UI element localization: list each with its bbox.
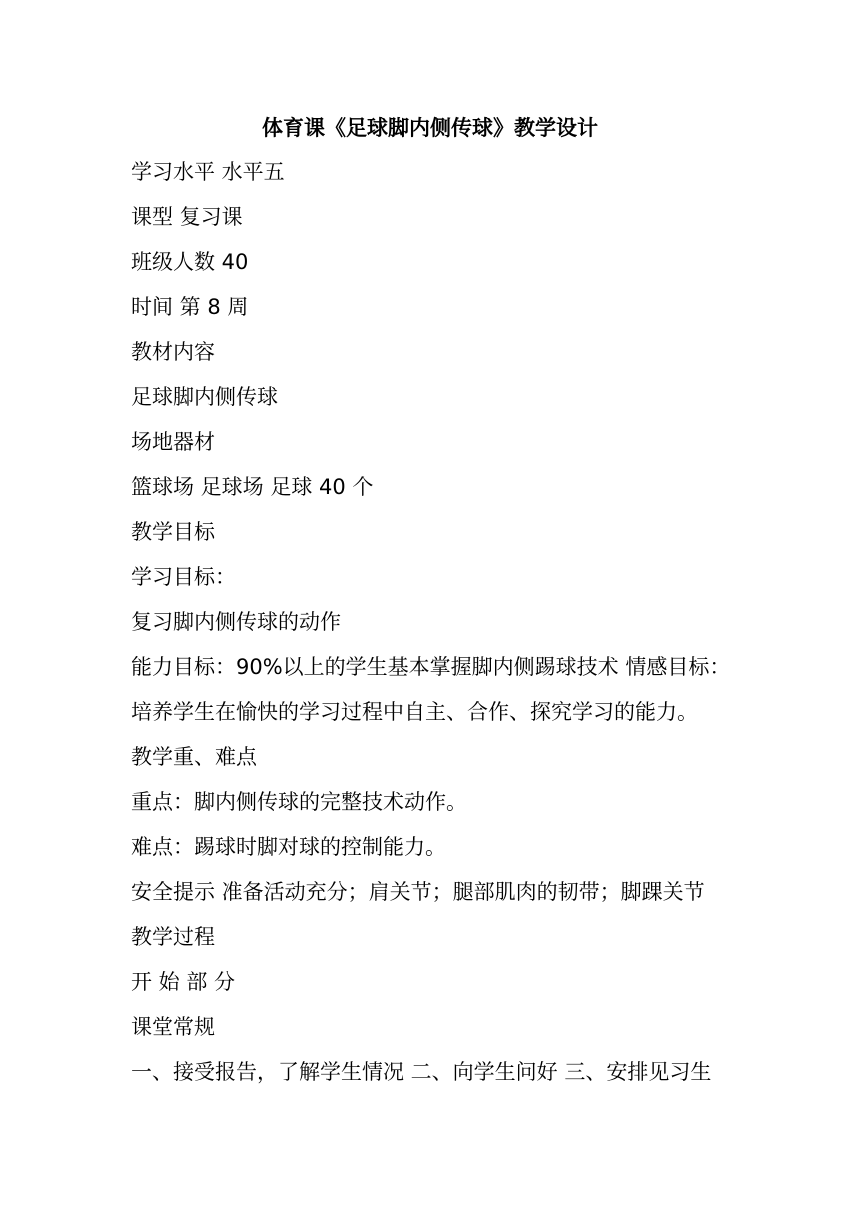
body-line-equipment: 篮球场 足球场 足球 40 个 [131, 475, 374, 499]
body-line-difficulty: 难点：踢球时脚对球的控制能力。 [131, 835, 446, 859]
body-line-key-points-heading: 教学重、难点 [131, 745, 257, 769]
body-line-time: 时间 第 8 周 [131, 295, 249, 319]
body-line-safety: 安全提示 准备活动充分；肩关节；腿部肌肉的韧带；脚踝关节 [131, 880, 705, 904]
body-line-ability-objective: 能力目标：90%以上的学生基本掌握脚内侧踢球技术 情感目标： [131, 655, 731, 679]
body-line-routine-heading: 课堂常规 [131, 1015, 215, 1039]
body-line-class-size: 班级人数 40 [131, 250, 249, 274]
body-line-affective-objective: 培养学生在愉快的学习过程中自主、合作、探究学习的能力。 [131, 700, 698, 724]
body-line-routine-steps: 一、接受报告，了解学生情况 二、向学生问好 三、安排见习生 [131, 1060, 712, 1084]
body-line-learning-objective-label: 学习目标： [131, 565, 236, 589]
body-line-study-level: 学习水平 水平五 [131, 160, 285, 184]
body-line-objectives-heading: 教学目标 [131, 520, 215, 544]
body-line-opening-section: 开 始 部 分 [131, 970, 236, 994]
body-line-equipment-heading: 场地器材 [131, 430, 215, 454]
document-title: 体育课《足球脚内侧传球》教学设计 [262, 116, 598, 140]
body-line-key-point: 重点：脚内侧传球的完整技术动作。 [131, 790, 467, 814]
body-line-learning-objective: 复习脚内侧传球的动作 [131, 610, 341, 634]
body-line-content: 足球脚内侧传球 [131, 385, 278, 409]
body-line-process-heading: 教学过程 [131, 925, 215, 949]
document-body [131, 156, 741, 1101]
body-line-content-heading: 教材内容 [131, 340, 215, 364]
body-line-lesson-type: 课型 复习课 [131, 205, 243, 229]
